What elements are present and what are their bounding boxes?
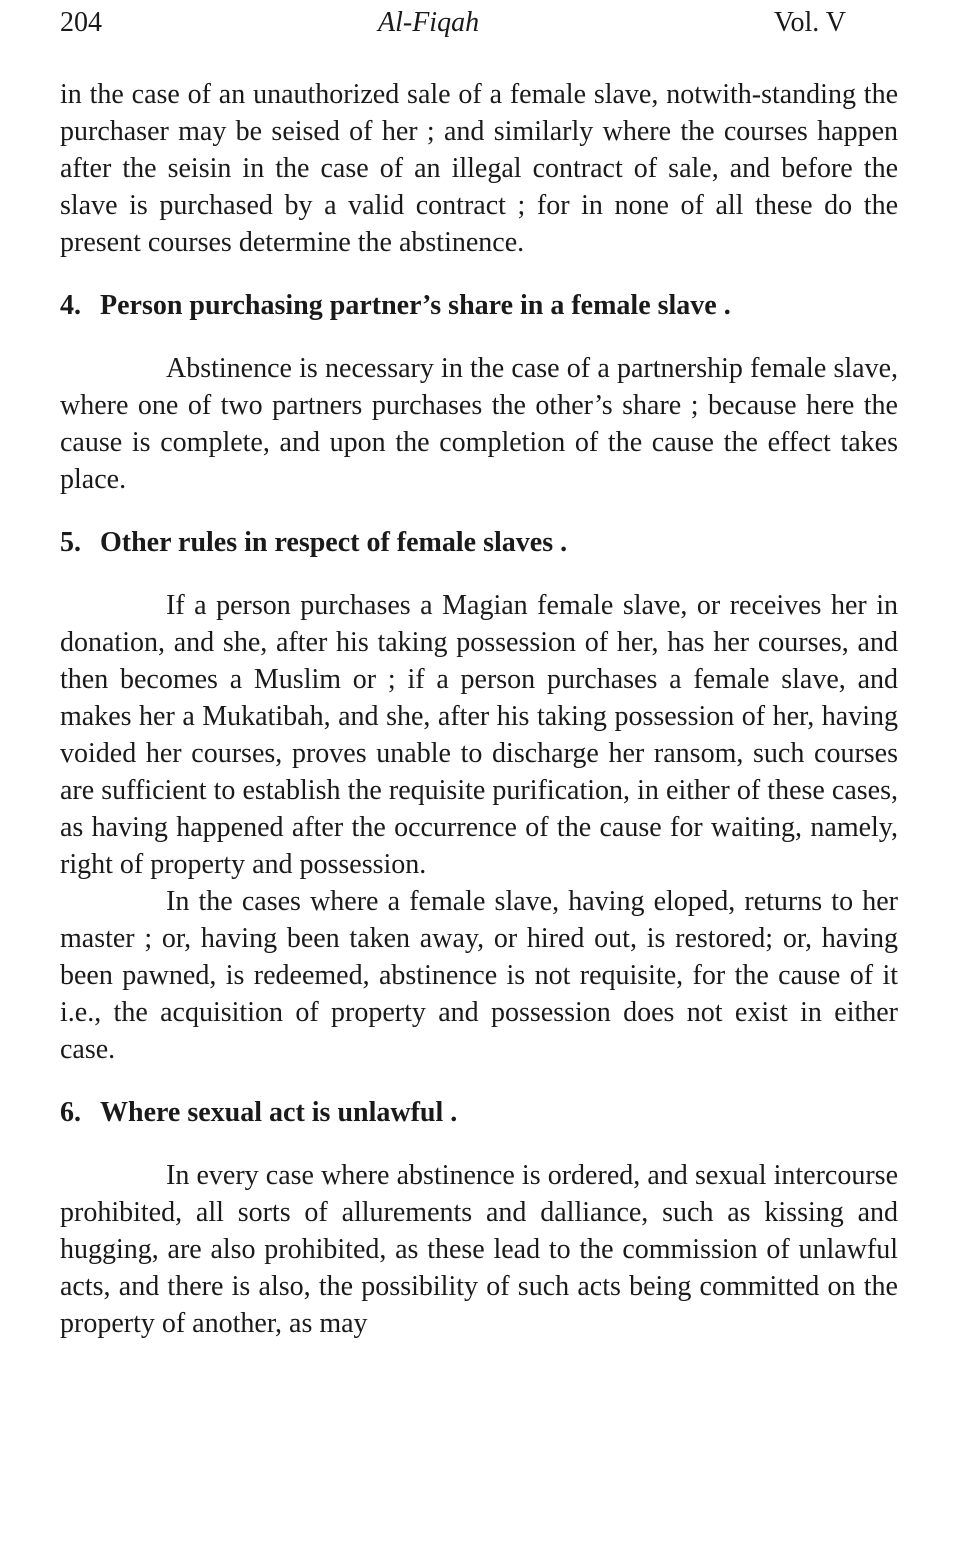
section-4	[60, 287, 898, 498]
section-paragraph: In every case where abstinence is ordered, and sexual intercourse prohibited, all sorts of allurements and dalliance, such as kissing and hugging, are also prohibited, as these lead to the commission of unlawful acts, and there is also, the possibility of such acts being committed on the property of another, as may	[60, 1160, 898, 1339]
running-header	[60, 0, 898, 46]
section-number: 4.	[60, 290, 81, 321]
intro-paragraph: in the case of an unauthorized sale of a female slave, notwith-standing the purchaser may be seised of her ; and similarly where the courses happen after the seisin in the case of an illegal contract of sale, and before the slave is purchased by a valid contract ; for in none of all these do the present courses determine the abstinence.	[60, 79, 898, 258]
section-title: Person purchasing partner’s share in a female slave .	[100, 290, 731, 321]
section-number: 5.	[60, 527, 81, 558]
volume-label: Vol. V	[773, 7, 846, 38]
page-number: 204	[60, 7, 102, 38]
section-paragraph: Abstinence is necessary in the case of a partnership female slave, where one of two partners purchases the other’s share ; because here the cause is complete, and upon the completion of the cause the effect takes place.	[60, 353, 898, 495]
book-title: Al-Fiqah	[378, 7, 480, 38]
section-heading	[60, 524, 898, 561]
section-heading	[60, 287, 898, 324]
section-5	[60, 524, 898, 1068]
section-title: Where sexual act is unlawful .	[100, 1097, 458, 1128]
section-paragraph: If a person purchases a Magian female slave, or receives her in donation, and she, after his taking possession of her, has her courses, and then becomes a Muslim or ; if a person purchases a female slave, and makes her a Mukatibah, and she, after his taking possession of her, having voided her courses, proves unable to discharge her ransom, such courses are sufficient to establish the requisite purification, in either of these cases, as having happened after the occurrence of the cause for waiting, namely, right of property and possession.	[60, 590, 898, 880]
book-page	[60, 0, 898, 1342]
section-paragraph: In the cases where a female slave, having eloped, returns to her master ; or, having been taken away, or hired out, is restored; or, having been pawned, is redeemed, abstinence is not requisite, for the cause of it i.e., the acquisition of property and possession does not exist in either case.	[60, 886, 898, 1065]
section-number: 6.	[60, 1097, 81, 1128]
section-heading	[60, 1094, 898, 1131]
section-title: Other rules in respect of female slaves .	[100, 527, 568, 558]
section-6	[60, 1094, 898, 1342]
